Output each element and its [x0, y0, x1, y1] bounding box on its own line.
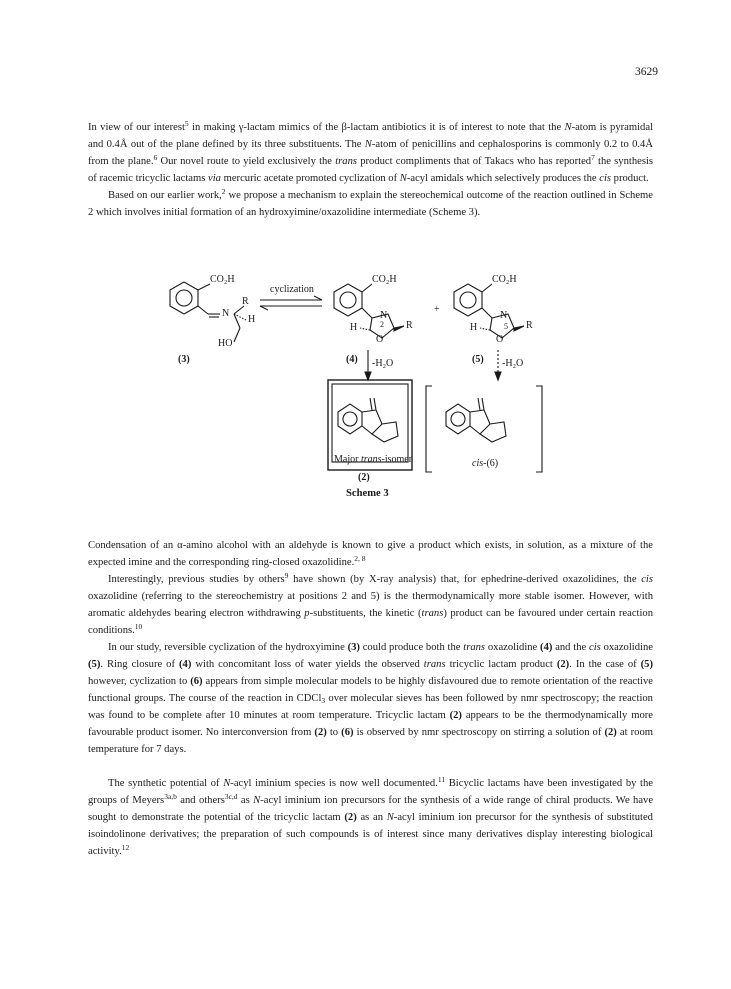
compound-5-label: (5): [472, 354, 484, 365]
major-isomer-label: Major trans-isomer: [334, 454, 413, 465]
compound-4-r: R: [406, 320, 413, 331]
compound-4-o: O: [376, 334, 384, 345]
equilibrium-arrows: [260, 296, 322, 310]
compound-4-structure: [334, 284, 404, 338]
compound-5-o: O: [496, 334, 504, 345]
compound-5-structure: [454, 284, 524, 338]
compound-3-ho: HO: [218, 338, 233, 349]
compound-6-label: cis-(6): [472, 458, 499, 469]
compound-4-co2h: CO₂H: [372, 274, 397, 285]
compound-3-structure: [170, 282, 246, 342]
compound-5-position-5: 5: [504, 322, 508, 331]
compound-3-r: R: [242, 296, 249, 307]
paragraph-6: The synthetic potential of N-acyl iminium species is now well documented.$^{11}$ Bicyclic lactams have been investigated by the groups of Meyers$^{3a,b}$ and others$^{3c,d}$ as N-acyl iminium ion precursors for the synthesis of a wide range of chiral products. We have sought to demonstrate the potential of the tricyclic lactam (2) as an N-acyl iminium ion precursor for the synthesis of substituted isoindolinone derivatives; the preparation of such compounds is of interest since many derivatives display interesting biological activity.$^{12}$: [88, 775, 654, 857]
minus-water-right: -H₂O: [502, 358, 524, 369]
page-number: 3629: [635, 66, 658, 78]
plus-sign: +: [434, 304, 440, 315]
compound-4-h: H: [350, 322, 358, 333]
compound-4-label: (4): [346, 354, 358, 365]
compound-3-n: N: [222, 308, 230, 319]
compound-5-n: N: [500, 310, 508, 321]
compound-4-n: N: [380, 310, 388, 321]
minus-water-left: -H₂O: [372, 358, 394, 369]
compound-3-label: (3): [178, 354, 190, 365]
paragraph-1: In view of our interest$^5$ in making γ-lactam mimics of the β-lactam antibiotics it is of interest to note that the N-atom is pyramidal and 0.4Å out of the plane defined by its three substituents. The N-atom of penicillins and cephalosporins is commonly 0.2 to 0.4Å from the plane.$^6$ Our novel route to yield exclusively the trans product compliments that of Takacs who has reported$^7$ the synthesis of racemic tricyclic lactams via mercuric acetate promoted cyclization of N-acyl amidals which selectively produces the cis product.: [88, 119, 654, 184]
compound-3-h: H: [248, 314, 256, 325]
cyclization-label: cyclization: [270, 284, 314, 295]
compound-5-h: H: [470, 322, 478, 333]
paragraph-3: Condensation of an α-amino alcohol with an aldehyde is known to give a product which exists, in solution, as a mixture of the expected imine and the corresponding ring-closed oxazolidine.$^{2, 8}$: [88, 540, 653, 568]
scheme-3-figure: [150, 262, 570, 512]
paragraph-4: Interestingly, previous studies by others$^9$ have shown (by X-ray analysis) that, for ephedrine-derived oxazolidines, the cis oxazolidine (referring to the stereochemistry at positions 2 and 5) is the thermodynamically more stable isomer. However, with aromatic aldehydes bearing electron withdrawing p-substituents, the kinetic (trans) product can be favoured under certain reaction conditions.$^{10}$: [88, 571, 654, 636]
compound-4-position-2: 2: [380, 320, 384, 329]
paragraph-5: In our study, reversible cyclization of the hydroxyimine (3) could produce both the trans oxazolidine (4) and the cis oxazolidine (5). Ring closure of (4) with concomitant loss of water yields the observed trans tricyclic lactam product (2). In the case of (5) however, cyclization to (6) appears from simple molecular models to be highly disfavoured due to remote orientation of the reactive functional groups. The course of the reaction in CDCl$_3$ over molecular sieves has been followed by nmr spectroscopy; the reaction was found to be complete after 10 minutes at room temperature. Tricyclic lactam (2) appears to be the thermodynamically more favourable product isomer. No interconversion from (2) to (6) is observed by nmr spectroscopy on stirring a solution of (2) at room temperature for 7 days.: [88, 642, 653, 755]
paragraph-2: Based on our earlier work,$^2$ we propose a mechanism to explain the stereochemical outcome of the reaction outlined in Scheme 2 which involves initial formation of an hydroxyimine/oxazolidine intermediate (Scheme 3).: [88, 187, 653, 218]
compound-3-co2h: CO₂H: [210, 274, 235, 285]
compound-5-co2h: CO₂H: [492, 274, 517, 285]
compound-5-r: R: [526, 320, 533, 331]
scheme-caption: Scheme 3: [346, 488, 389, 499]
compound-2-label: (2): [358, 472, 370, 483]
